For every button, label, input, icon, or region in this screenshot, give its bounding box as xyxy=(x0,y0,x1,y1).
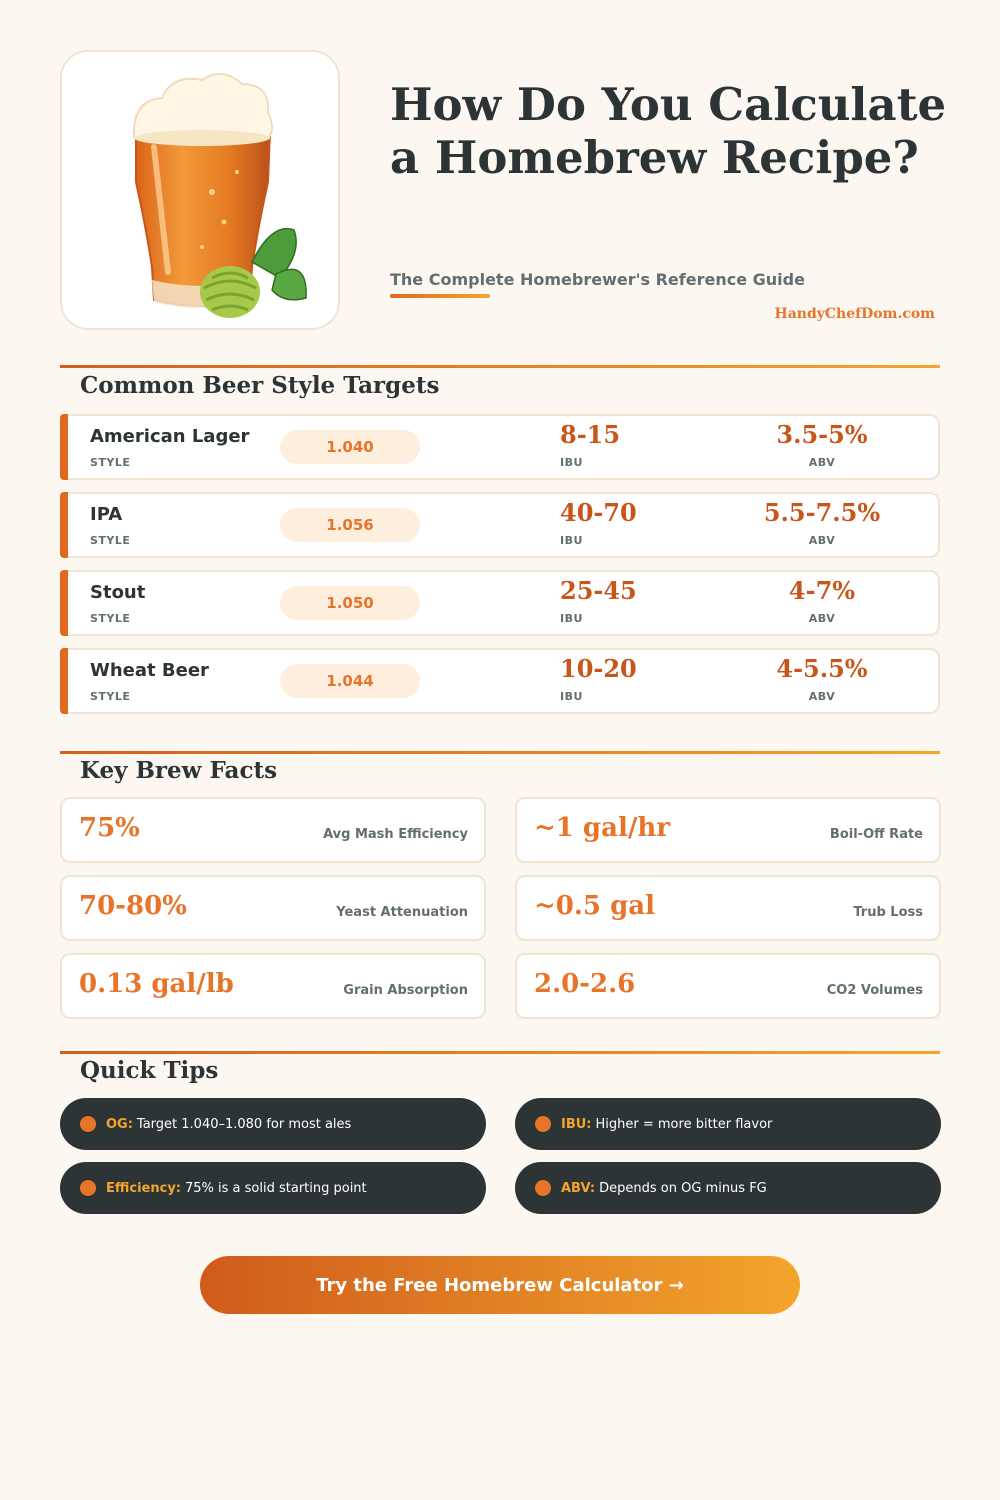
abv-label: ABV xyxy=(808,534,836,547)
fact-value: ~0.5 gal xyxy=(534,891,655,921)
tip-key: ABV: xyxy=(561,1180,596,1196)
ibu-value: 40-70 xyxy=(560,498,637,527)
fact-value: 2.0-2.6 xyxy=(534,969,636,999)
abv-label: ABV xyxy=(808,690,836,703)
abv-label: ABV xyxy=(808,456,836,469)
bullet-dot-icon xyxy=(80,1180,96,1196)
row-accent-bar xyxy=(60,492,68,558)
hop-icon xyxy=(200,266,260,318)
ibu-label: IBU xyxy=(560,534,583,547)
og-badge: 1.056 xyxy=(280,508,420,542)
og-badge: 1.050 xyxy=(280,586,420,620)
style-label: STYLE xyxy=(90,612,131,625)
fact-value: ~1 gal/hr xyxy=(534,813,670,843)
tip-pill xyxy=(515,1162,941,1214)
tips-section-title: Quick Tips xyxy=(80,1057,219,1084)
style-name: Stout xyxy=(90,582,146,603)
ibu-label: IBU xyxy=(560,456,583,469)
tip-key: OG: xyxy=(106,1116,133,1132)
og-badge: 1.044 xyxy=(280,664,420,698)
style-row xyxy=(60,648,940,714)
abv-value: 3.5-5% xyxy=(776,420,868,449)
tip-pill xyxy=(60,1162,486,1214)
fact-card xyxy=(515,875,941,941)
beer-glass-icon xyxy=(62,52,340,330)
fact-value: 0.13 gal/lb xyxy=(79,969,234,999)
tip-text: Higher = more bitter flavor xyxy=(595,1116,773,1132)
site-name: HandyChefDom.com xyxy=(774,306,935,322)
style-row xyxy=(60,414,940,480)
og-badge: 1.040 xyxy=(280,430,420,464)
style-label: STYLE xyxy=(90,690,131,703)
section-divider xyxy=(60,365,940,368)
ibu-value: 25-45 xyxy=(560,576,637,605)
subtitle-underline xyxy=(390,294,490,298)
style-row xyxy=(60,570,940,636)
calculator-cta-button[interactable]: Try the Free Homebrew Calculator → xyxy=(200,1256,800,1314)
page-title: How Do You Calculate a Homebrew Recipe? xyxy=(390,78,947,184)
style-name: IPA xyxy=(90,504,123,525)
beer-illustration xyxy=(60,50,340,330)
abv-value: 4-7% xyxy=(788,576,856,605)
fact-card xyxy=(515,797,941,863)
bullet-dot-icon xyxy=(80,1116,96,1132)
facts-section-title: Key Brew Facts xyxy=(80,757,278,784)
abv-label: ABV xyxy=(808,612,836,625)
tip-key: IBU: xyxy=(561,1116,592,1132)
fact-card xyxy=(60,797,486,863)
fact-card xyxy=(60,953,486,1019)
page-subtitle: The Complete Homebrewer's Reference Guide xyxy=(390,270,805,289)
bullet-dot-icon xyxy=(535,1116,551,1132)
tip-key: Efficiency: xyxy=(106,1180,181,1196)
fact-label: Avg Mash Efficiency xyxy=(323,827,468,842)
styles-section-title: Common Beer Style Targets xyxy=(80,372,440,399)
fact-value: 70-80% xyxy=(79,891,187,921)
tip-pill xyxy=(60,1098,486,1150)
fact-label: CO2 Volumes xyxy=(826,983,923,998)
abv-value: 4-5.5% xyxy=(776,654,868,683)
style-label: STYLE xyxy=(90,456,131,469)
section-divider xyxy=(60,1051,940,1054)
tip-pill xyxy=(515,1098,941,1150)
fact-label: Grain Absorption xyxy=(343,983,468,998)
ibu-value: 10-20 xyxy=(560,654,637,683)
bullet-dot-icon xyxy=(535,1180,551,1196)
ibu-label: IBU xyxy=(560,612,583,625)
style-label: STYLE xyxy=(90,534,131,547)
style-name: Wheat Beer xyxy=(90,660,209,681)
row-accent-bar xyxy=(60,648,68,714)
tip-text: 75% is a solid starting point xyxy=(185,1180,367,1196)
tip-text: Target 1.040–1.080 for most ales xyxy=(136,1116,352,1132)
abv-value: 5.5-7.5% xyxy=(763,498,881,527)
ibu-label: IBU xyxy=(560,690,583,703)
fact-label: Yeast Attenuation xyxy=(336,905,468,920)
style-name: American Lager xyxy=(90,426,250,447)
fact-card xyxy=(515,953,941,1019)
tip-text: Depends on OG minus FG xyxy=(599,1180,767,1196)
style-row xyxy=(60,492,940,558)
section-divider xyxy=(60,751,940,754)
row-accent-bar xyxy=(60,414,68,480)
row-accent-bar xyxy=(60,570,68,636)
fact-card xyxy=(60,875,486,941)
fact-value: 75% xyxy=(79,813,140,843)
fact-label: Boil-Off Rate xyxy=(829,827,923,842)
fact-label: Trub Loss xyxy=(853,905,923,920)
ibu-value: 8-15 xyxy=(560,420,621,449)
